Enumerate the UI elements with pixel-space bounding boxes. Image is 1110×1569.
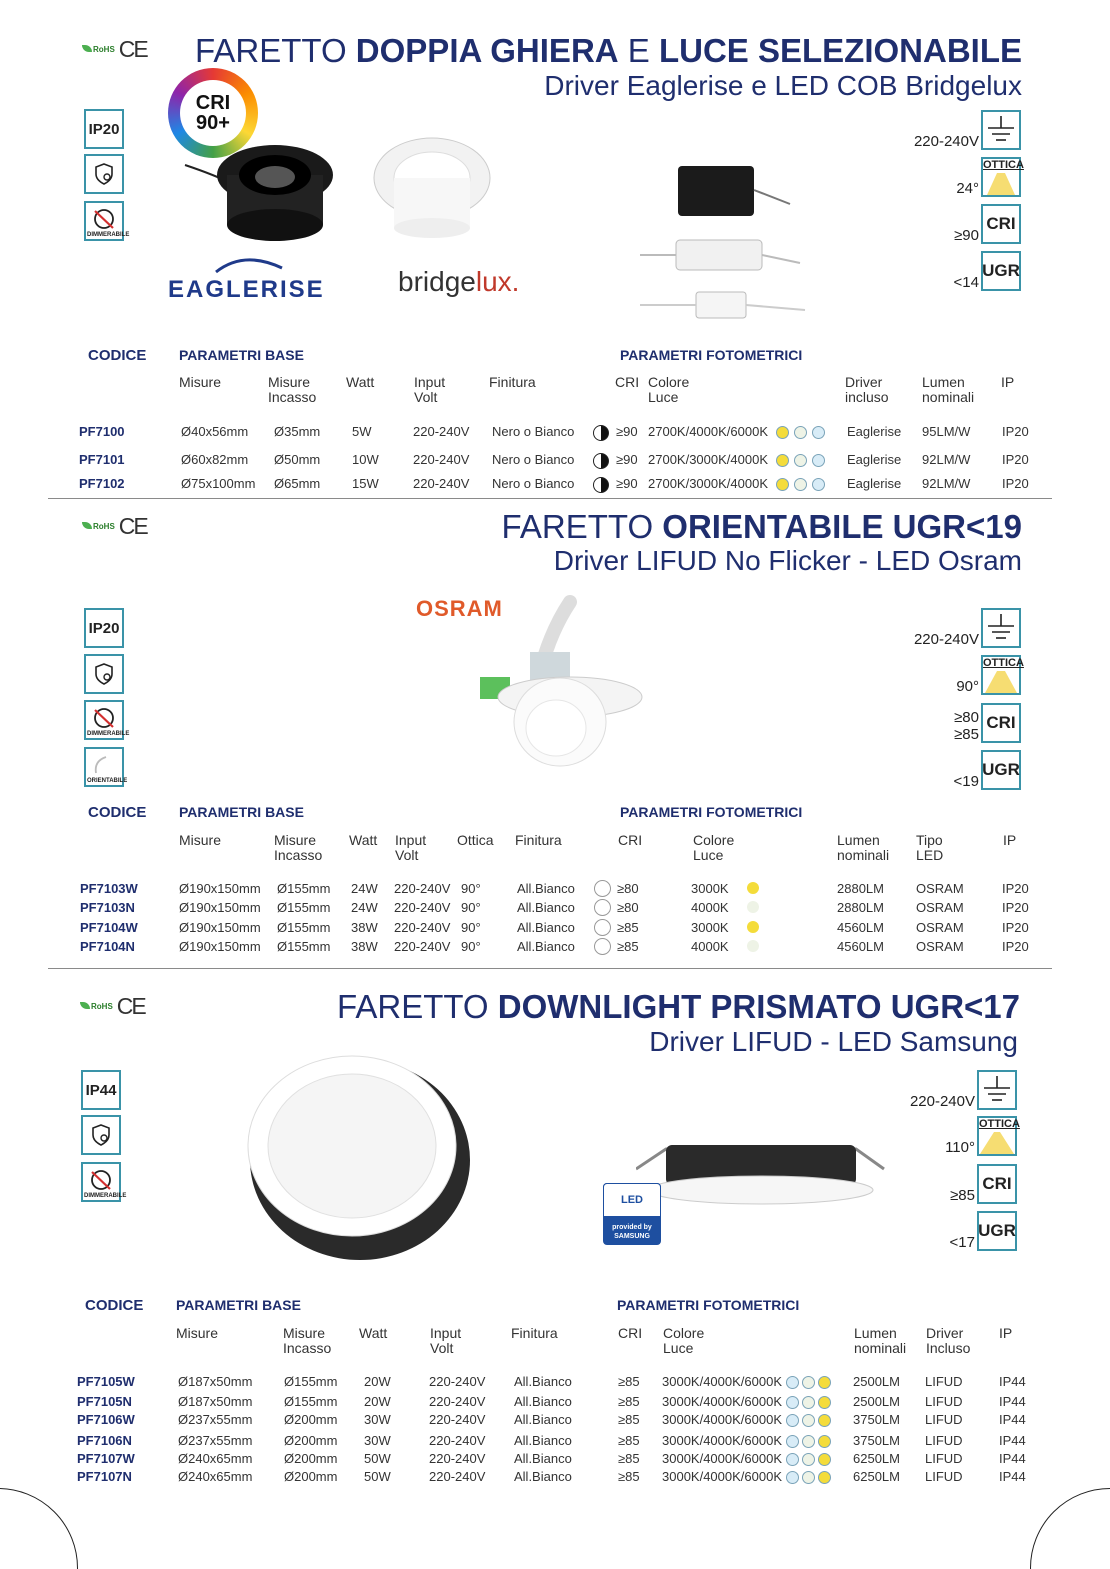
eaglerise-logo: EAGLERISE xyxy=(168,276,325,303)
cell-code: PF7104W xyxy=(80,920,138,935)
cell-input: 220-240V xyxy=(413,476,470,491)
section-divider xyxy=(48,968,1052,969)
cell-input: 220-240V xyxy=(413,452,470,467)
cell-lumen: 2880LM xyxy=(837,900,884,915)
cell-cri: ≥85 xyxy=(618,1374,640,1389)
color-dot xyxy=(818,1376,831,1389)
cri-90-logo: CRI 90+ xyxy=(168,68,258,158)
cell-watt: 24W xyxy=(351,900,378,915)
cell-finitura: All.Bianco xyxy=(517,939,575,954)
cell-incasso: Ø200mm xyxy=(284,1412,338,1427)
cell-cri: ≥85 xyxy=(618,1412,640,1427)
ottica-spec: 90° OTTICA xyxy=(956,657,1024,695)
cell-finitura: All.Bianco xyxy=(517,881,575,896)
base-params-header: PARAMETRI BASE xyxy=(179,347,304,363)
cell-finitura: All.Bianco xyxy=(514,1412,572,1427)
cell-incasso: Ø35mm xyxy=(274,424,321,439)
cell-ip: IP44 xyxy=(999,1374,1026,1389)
col-input: Input Volt xyxy=(430,1325,462,1356)
color-dot xyxy=(794,478,807,491)
cell-lumen: 6250LM xyxy=(853,1451,900,1466)
color-dot xyxy=(786,1376,799,1389)
cell-input: 220-240V xyxy=(429,1374,486,1389)
cell-ip: IP20 xyxy=(1002,424,1029,439)
ce-mark: CE xyxy=(118,36,147,62)
cell-finitura: Nero o Bianco xyxy=(492,476,575,491)
cell-colore: 3000K/4000K/6000K xyxy=(662,1469,782,1484)
cell-colore: 3000K/4000K/6000K xyxy=(662,1374,782,1389)
ugr-spec: <14 UGR xyxy=(954,251,1021,291)
cell-colore: 3000K/4000K/6000K xyxy=(662,1394,782,1409)
col-misure: Misure xyxy=(179,832,222,848)
cell-driver: LIFUD xyxy=(925,1412,963,1427)
cell-misure: Ø75x100mm xyxy=(181,476,256,491)
cell-cri: ≥90 xyxy=(616,452,638,467)
cell-lumen: 3750LM xyxy=(853,1433,900,1448)
color-dot xyxy=(818,1453,831,1466)
color-dot xyxy=(747,921,759,933)
cell-incasso: Ø155mm xyxy=(284,1374,338,1389)
col-driver: Driver incluso xyxy=(845,374,889,405)
cell-finitura: All.Bianco xyxy=(514,1394,572,1409)
samsung-led-badge: LED provided by SAMSUNG xyxy=(603,1183,661,1245)
cell-cri: ≥90 xyxy=(616,424,638,439)
section2-subtitle: Driver LIFUD No Flicker - LED Osram xyxy=(553,545,1022,576)
cri-spec: ≥80 ≥85 CRI xyxy=(954,703,1021,743)
cell-tipo: OSRAM xyxy=(916,881,964,896)
cell-ip: IP44 xyxy=(999,1469,1026,1484)
cell-ip: IP44 xyxy=(999,1451,1026,1466)
color-dot xyxy=(776,478,789,491)
cell-watt: 50W xyxy=(364,1469,391,1484)
col-colore: Colore Luce xyxy=(693,832,735,863)
cell-misure: Ø190x150mm xyxy=(179,939,261,954)
non-dimmable-icon: DIMMERABILE xyxy=(84,700,124,740)
color-dot xyxy=(812,478,825,491)
voltage-spec: 220-240V xyxy=(910,1070,1017,1110)
cell-colore: 3000K xyxy=(691,881,729,896)
cell-colore: 3000K/4000K/6000K xyxy=(662,1451,782,1466)
col-finitura: Finitura xyxy=(511,1325,558,1341)
color-dot xyxy=(802,1471,815,1484)
downlight-front-image xyxy=(240,1050,480,1270)
color-dot xyxy=(818,1414,831,1427)
cell-lumen: 6250LM xyxy=(853,1469,900,1484)
beam-angle-icon: OTTICA xyxy=(977,1116,1017,1156)
cell-watt: 10W xyxy=(352,452,379,467)
cell-finitura: Nero o Bianco xyxy=(492,424,575,439)
ugr-spec: <17 UGR xyxy=(950,1211,1017,1251)
col-cri: CRI xyxy=(615,374,640,390)
non-dimmable-icon: DIMMERABILE xyxy=(81,1162,121,1202)
cell-misure: Ø190x150mm xyxy=(179,881,261,896)
cell-input: 220-240V xyxy=(429,1412,486,1427)
cell-tipo: OSRAM xyxy=(916,920,964,935)
rohs-mark: RoHS xyxy=(80,1002,113,1011)
driver-module-image xyxy=(640,160,810,330)
cell-colore: 4000K xyxy=(691,939,729,954)
certification-marks xyxy=(82,36,147,63)
cri-spec: ≥85 CRI xyxy=(950,1164,1017,1204)
color-dot xyxy=(786,1453,799,1466)
color-dot xyxy=(818,1471,831,1484)
cell-watt: 15W xyxy=(352,476,379,491)
cell-code: PF7106N xyxy=(77,1433,132,1448)
cell-code: PF7104N xyxy=(80,939,135,954)
base-params-header: PARAMETRI BASE xyxy=(179,804,304,820)
col-watt: Watt xyxy=(359,1325,388,1341)
cell-incasso: Ø65mm xyxy=(274,476,321,491)
black-spotlight-image xyxy=(175,125,355,245)
col-watt: Watt xyxy=(349,832,378,848)
cri-icon: CRI xyxy=(981,204,1021,244)
cell-finitura: All.Bianco xyxy=(517,920,575,935)
color-dot xyxy=(802,1396,815,1409)
cell-lumen: 95LM/W xyxy=(922,424,971,439)
corner-arc-right xyxy=(1030,1488,1110,1569)
col-input: Input Volt xyxy=(414,374,446,405)
cell-input: 220-240V xyxy=(429,1469,486,1484)
cell-misure: Ø60x82mm xyxy=(181,452,249,467)
cell-input: 220-240V xyxy=(394,920,451,935)
section-divider xyxy=(48,498,1052,499)
cell-lumen: 4560LM xyxy=(837,939,884,954)
bridgelux-logo: bridgelux. xyxy=(398,266,520,297)
col-incasso: Misure Incasso xyxy=(274,832,323,863)
cell-code: PF7103W xyxy=(80,881,138,896)
cell-incasso: Ø200mm xyxy=(284,1433,338,1448)
ugr-icon: UGR xyxy=(981,251,1021,291)
cell-ip: IP20 xyxy=(1002,452,1029,467)
color-dot xyxy=(802,1453,815,1466)
col-lumen: Lumen nominali xyxy=(837,832,890,863)
cell-finitura: All.Bianco xyxy=(514,1469,572,1484)
col-colore: Colore Luce xyxy=(648,374,690,405)
cell-colore: 3000K/4000K/6000K xyxy=(662,1412,782,1427)
cell-finitura: All.Bianco xyxy=(517,900,575,915)
cell-driver: LIFUD xyxy=(925,1433,963,1448)
cell-code: PF7103N xyxy=(80,900,135,915)
color-dot xyxy=(812,426,825,439)
protection-class-icon xyxy=(84,154,124,194)
osram-logo: OSRAM xyxy=(416,596,503,621)
cri-circle-icon xyxy=(594,880,611,897)
color-dot xyxy=(786,1396,799,1409)
cell-lumen: 92LM/W xyxy=(922,476,971,491)
cell-driver: Eaglerise xyxy=(847,424,902,439)
cell-ip: IP20 xyxy=(1002,900,1029,915)
col-incasso: Misure Incasso xyxy=(283,1325,332,1356)
cell-code: PF7100 xyxy=(79,424,125,439)
cell-driver: LIFUD xyxy=(925,1374,963,1389)
base-params-header: PARAMETRI BASE xyxy=(176,1297,301,1313)
color-dot xyxy=(747,901,759,913)
cell-watt: 20W xyxy=(364,1394,391,1409)
cell-code: PF7102 xyxy=(79,476,125,491)
col-ottica: Ottica xyxy=(457,832,494,848)
cell-lumen: 92LM/W xyxy=(922,452,971,467)
col-finitura: Finitura xyxy=(489,374,536,390)
cri-circle-icon xyxy=(594,938,611,955)
col-misure: Misure xyxy=(176,1325,219,1341)
corner-arc-left xyxy=(0,1488,78,1569)
cell-watt: 38W xyxy=(351,939,378,954)
section3-title: FARETTO DOWNLIGHT PRISMATO UGR<17 xyxy=(337,988,1020,1025)
cell-watt: 24W xyxy=(351,881,378,896)
col-lumen: Lumen nominali xyxy=(922,374,975,405)
section1-title: FARETTO DOPPIA GHIERA E LUCE SELEZIONABILE xyxy=(195,32,1022,69)
color-dot xyxy=(794,426,807,439)
cell-code: PF7106W xyxy=(77,1412,135,1427)
col-misure: Misure xyxy=(179,374,222,390)
cell-input: 220-240V xyxy=(394,881,451,896)
cell-tipo: OSRAM xyxy=(916,900,964,915)
cell-watt: 5W xyxy=(352,424,372,439)
cell-misure: Ø237x55mm xyxy=(178,1412,253,1427)
orientable-icon: ORIENTABILE xyxy=(84,747,124,787)
non-dimmable-icon: DIMMERABILE xyxy=(84,201,124,241)
voltage-spec: 220-240V xyxy=(914,608,1021,648)
cell-incasso: Ø200mm xyxy=(284,1469,338,1484)
cell-incasso: Ø200mm xyxy=(284,1451,338,1466)
cell-finitura: All.Bianco xyxy=(514,1374,572,1389)
cell-driver: LIFUD xyxy=(925,1451,963,1466)
cell-incasso: Ø155mm xyxy=(277,939,331,954)
cell-code: PF7101 xyxy=(79,452,125,467)
protection-class-icon xyxy=(84,654,124,694)
beam-angle-icon: OTTICA xyxy=(981,655,1021,695)
eaglerise-swoosh xyxy=(214,254,284,276)
cell-cri: ≥80 xyxy=(617,881,639,896)
col-finitura: Finitura xyxy=(515,832,562,848)
cell-cri: ≥85 xyxy=(618,1469,640,1484)
cell-colore: 2700K/4000K/6000K xyxy=(648,424,768,439)
cell-misure: Ø190x150mm xyxy=(179,920,261,935)
cell-misure: Ø190x150mm xyxy=(179,900,261,915)
downlight-side-image xyxy=(636,1135,886,1210)
color-dot xyxy=(794,454,807,467)
ottica-spec: 24° OTTICA xyxy=(956,159,1024,197)
cell-tipo: OSRAM xyxy=(916,939,964,954)
col-ip: IP xyxy=(1003,832,1017,848)
color-dot xyxy=(786,1414,799,1427)
cell-cri: ≥85 xyxy=(617,939,639,954)
beam-angle-icon: OTTICA xyxy=(981,157,1021,197)
cell-ottica: 90° xyxy=(461,920,481,935)
cell-incasso: Ø155mm xyxy=(277,900,331,915)
cell-incasso: Ø155mm xyxy=(277,920,331,935)
ugr-spec: <19 UGR xyxy=(954,750,1021,790)
cell-misure: Ø187x50mm xyxy=(178,1374,253,1389)
color-dot xyxy=(818,1396,831,1409)
cell-lumen: 4560LM xyxy=(837,920,884,935)
cell-finitura: Nero o Bianco xyxy=(492,452,575,467)
col-ip: IP xyxy=(999,1325,1013,1341)
protection-class-icon xyxy=(81,1115,121,1155)
cell-code: PF7105W xyxy=(77,1374,135,1389)
color-dot xyxy=(812,454,825,467)
ce-mark: CE xyxy=(118,513,147,539)
cell-watt: 20W xyxy=(364,1374,391,1389)
cell-incasso: Ø155mm xyxy=(277,881,331,896)
cell-incasso: Ø50mm xyxy=(274,452,321,467)
ground-icon xyxy=(981,110,1021,150)
cell-ottica: 90° xyxy=(461,939,481,954)
cri-icon: CRI xyxy=(977,1164,1017,1204)
cell-lumen: 2880LM xyxy=(837,881,884,896)
cell-driver: LIFUD xyxy=(925,1394,963,1409)
ottica-spec: 110° OTTICA xyxy=(945,1118,1020,1156)
col-driver: Driver Incluso xyxy=(926,1325,971,1356)
cell-ip: IP44 xyxy=(999,1394,1026,1409)
col-watt: Watt xyxy=(346,374,375,390)
codice-header: CODICE xyxy=(88,347,147,364)
ugr-icon: UGR xyxy=(977,1211,1017,1251)
ground-icon xyxy=(981,608,1021,648)
photometric-params-header: PARAMETRI FOTOMETRICI xyxy=(620,347,803,363)
photometric-params-header: PARAMETRI FOTOMETRICI xyxy=(617,1297,800,1313)
ugr-icon: UGR xyxy=(981,750,1021,790)
ip44-badge: IP44 xyxy=(81,1070,121,1110)
cri-spec: ≥90 CRI xyxy=(954,204,1021,244)
cell-driver: LIFUD xyxy=(925,1469,963,1484)
cell-misure: Ø240x65mm xyxy=(178,1451,253,1466)
cell-misure: Ø237x55mm xyxy=(178,1433,253,1448)
cell-ip: IP44 xyxy=(999,1433,1026,1448)
color-dot xyxy=(776,454,789,467)
rohs-mark: RoHS xyxy=(82,45,115,54)
cell-finitura: All.Bianco xyxy=(514,1433,572,1448)
cell-cri: ≥85 xyxy=(618,1433,640,1448)
cri-circle-icon xyxy=(594,919,611,936)
cell-incasso: Ø155mm xyxy=(284,1394,338,1409)
cri-icon: CRI xyxy=(981,703,1021,743)
cell-watt: 50W xyxy=(364,1451,391,1466)
color-dot xyxy=(747,882,759,894)
cell-driver: Eaglerise xyxy=(847,476,902,491)
finish-half-icon xyxy=(593,453,609,469)
voltage-spec: 220-240V xyxy=(914,110,1021,150)
cell-misure: Ø187x50mm xyxy=(178,1394,253,1409)
cell-colore: 3000K xyxy=(691,920,729,935)
cell-ip: IP20 xyxy=(1002,939,1029,954)
col-cri: CRI xyxy=(618,832,643,848)
col-tipo: Tipo LED xyxy=(916,832,944,863)
ground-icon xyxy=(977,1070,1017,1110)
cri-circle-icon xyxy=(594,899,611,916)
cell-colore: 2700K/3000K/4000K xyxy=(648,476,768,491)
finish-half-icon xyxy=(593,477,609,493)
cell-ip: IP20 xyxy=(1002,476,1029,491)
cell-ip: IP44 xyxy=(999,1412,1026,1427)
color-dot xyxy=(818,1435,831,1448)
col-ip: IP xyxy=(1001,374,1015,390)
cell-watt: 30W xyxy=(364,1412,391,1427)
ip20-badge: IP20 xyxy=(84,109,124,149)
col-lumen: Lumen nominali xyxy=(854,1325,907,1356)
section2-title: FARETTO ORIENTABILE UGR<19 xyxy=(501,508,1022,545)
cell-lumen: 2500LM xyxy=(853,1394,900,1409)
col-input: Input Volt xyxy=(395,832,427,863)
cell-misure: Ø240x65mm xyxy=(178,1469,253,1484)
color-dot xyxy=(802,1414,815,1427)
cell-cri: ≥80 xyxy=(617,900,639,915)
codice-header: CODICE xyxy=(88,804,147,821)
cell-input: 220-240V xyxy=(394,939,451,954)
cell-lumen: 3750LM xyxy=(853,1412,900,1427)
color-dot xyxy=(786,1471,799,1484)
cell-cri: ≥85 xyxy=(618,1394,640,1409)
orientable-spotlight-image xyxy=(470,592,650,772)
cell-code: PF7107N xyxy=(77,1469,132,1484)
cell-ip: IP20 xyxy=(1002,920,1029,935)
color-dot xyxy=(802,1435,815,1448)
cell-lumen: 2500LM xyxy=(853,1374,900,1389)
col-colore: Colore Luce xyxy=(663,1325,705,1356)
certification-marks xyxy=(82,513,147,540)
rohs-mark: RoHS xyxy=(82,522,115,531)
cell-colore: 2700K/3000K/4000K xyxy=(648,452,768,467)
photometric-params-header: PARAMETRI FOTOMETRICI xyxy=(620,804,803,820)
cell-input: 220-240V xyxy=(429,1433,486,1448)
codice-header: CODICE xyxy=(85,1297,144,1314)
cell-driver: Eaglerise xyxy=(847,452,902,467)
cell-watt: 38W xyxy=(351,920,378,935)
cell-input: 220-240V xyxy=(394,900,451,915)
cell-code: PF7107W xyxy=(77,1451,135,1466)
col-cri: CRI xyxy=(618,1325,643,1341)
ce-mark: CE xyxy=(116,993,145,1019)
cell-finitura: All.Bianco xyxy=(514,1451,572,1466)
finish-half-icon xyxy=(593,425,609,441)
cell-code: PF7105N xyxy=(77,1394,132,1409)
cell-cri: ≥85 xyxy=(617,920,639,935)
certification-marks xyxy=(80,993,145,1020)
col-incasso: Misure Incasso xyxy=(268,374,317,405)
cell-colore: 4000K xyxy=(691,900,729,915)
cell-misure: Ø40x56mm xyxy=(181,424,249,439)
cell-cri: ≥90 xyxy=(616,476,638,491)
cell-ottica: 90° xyxy=(461,881,481,896)
section1-subtitle: Driver Eaglerise e LED COB Bridgelux xyxy=(544,70,1022,101)
cell-ottica: 90° xyxy=(461,900,481,915)
color-dot xyxy=(747,940,759,952)
white-ring-image xyxy=(372,128,492,243)
cell-cri: ≥85 xyxy=(618,1451,640,1466)
cell-input: 220-240V xyxy=(429,1394,486,1409)
cell-ip: IP20 xyxy=(1002,881,1029,896)
color-dot xyxy=(776,426,789,439)
cell-watt: 30W xyxy=(364,1433,391,1448)
cell-input: 220-240V xyxy=(429,1451,486,1466)
section3-subtitle: Driver LIFUD - LED Samsung xyxy=(649,1026,1018,1057)
color-dot xyxy=(786,1435,799,1448)
ip20-badge: IP20 xyxy=(84,608,124,648)
cell-colore: 3000K/4000K/6000K xyxy=(662,1433,782,1448)
cell-input: 220-240V xyxy=(413,424,470,439)
color-dot xyxy=(802,1376,815,1389)
